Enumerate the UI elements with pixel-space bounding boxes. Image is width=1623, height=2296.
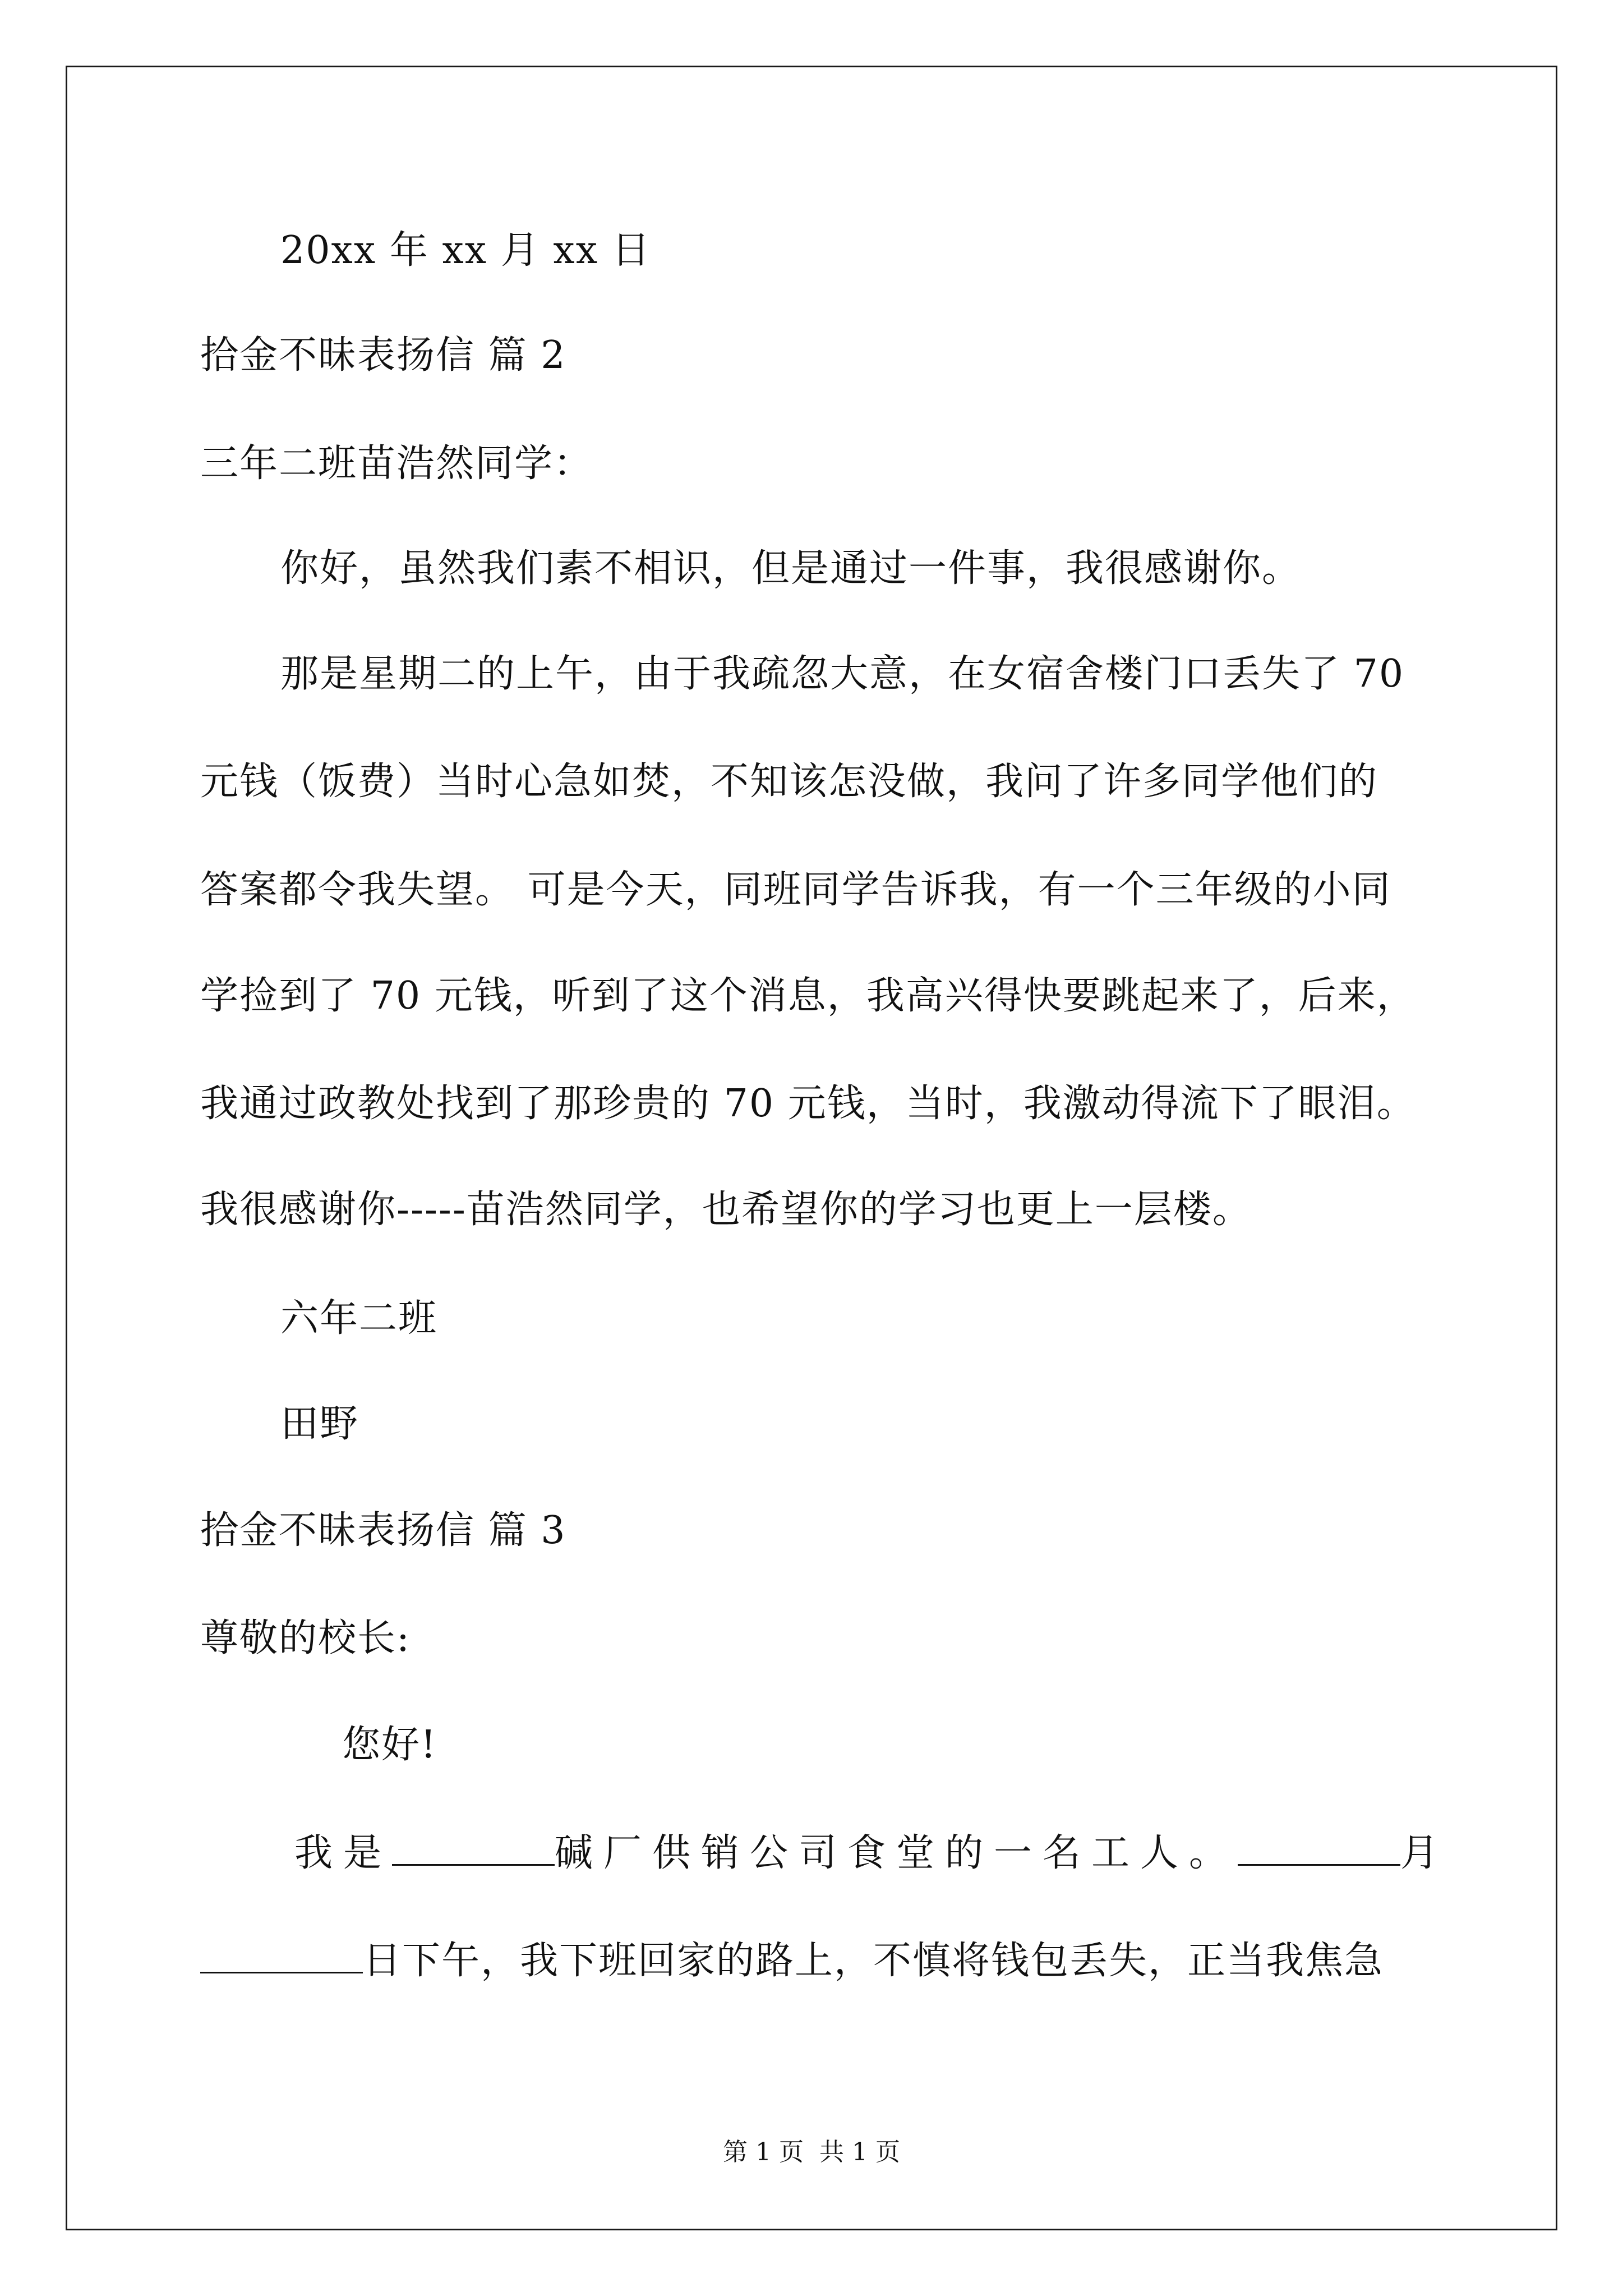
paragraph-line: 那是星期二的上午，由于我疏忽大意，在女宿舍楼门口丢失了 70 xyxy=(280,652,1405,696)
greeting-letter-3: 您好! xyxy=(342,1723,437,1767)
page-total: 共 1 页 xyxy=(819,2138,900,2166)
text-segment: 碱厂供销公司食堂的一名工人。 xyxy=(555,1831,1238,1875)
paragraph-line: 学捡到了 70 元钱，听到了这个消息，我高兴得快要跳起来了，后来， xyxy=(200,974,1416,1018)
paragraph-line-with-blanks xyxy=(200,1938,1384,1983)
paragraph-line: 元钱（饭费）当时心急如焚，不知该怎没做，我问了许多同学他们的 xyxy=(200,760,1378,804)
signature-class: 六年二班 xyxy=(280,1296,438,1341)
paragraph-line: 答案都令我失望。 可是今天，同班同学告诉我，有一个三年级的小同 xyxy=(200,868,1391,912)
fill-in-blank xyxy=(200,1938,363,1973)
date-line: 20xx 年 xx 月 xx 日 xyxy=(280,228,651,273)
page-footer xyxy=(0,2132,1623,2168)
paragraph-line: 我通过政教处找到了那珍贵的 70 元钱，当时，我激动得流下了眼泪。 xyxy=(200,1082,1416,1126)
fill-in-blank xyxy=(1238,1830,1400,1866)
page-number: 第 1 页 xyxy=(723,2138,804,2166)
salutation-letter-2: 三年二班苗浩然同学： xyxy=(200,441,593,486)
signature-name: 田野 xyxy=(280,1402,359,1446)
salutation-letter-3: 尊敬的校长: xyxy=(200,1616,411,1660)
page-border xyxy=(66,66,1557,2230)
heading-letter-2: 拾金不昧表扬信 篇 2 xyxy=(200,333,566,378)
paragraph-greeting: 你好，虽然我们素不相识，但是通过一件事，我很感谢你。 xyxy=(280,546,1302,591)
fill-in-blank xyxy=(392,1830,555,1866)
text-segment: 日下午，我下班回家的路上，不慎将钱包丢失，正当我焦急 xyxy=(363,1939,1384,1983)
paragraph-line-with-blanks xyxy=(294,1830,1450,1875)
paragraph-line: 我很感谢你-----苗浩然同学，也希望你的学习也更上一层楼。 xyxy=(200,1188,1252,1232)
text-segment: 我是 xyxy=(294,1831,393,1875)
text-segment: 月 xyxy=(1400,1831,1450,1875)
heading-letter-3: 拾金不昧表扬信 篇 3 xyxy=(200,1508,566,1553)
